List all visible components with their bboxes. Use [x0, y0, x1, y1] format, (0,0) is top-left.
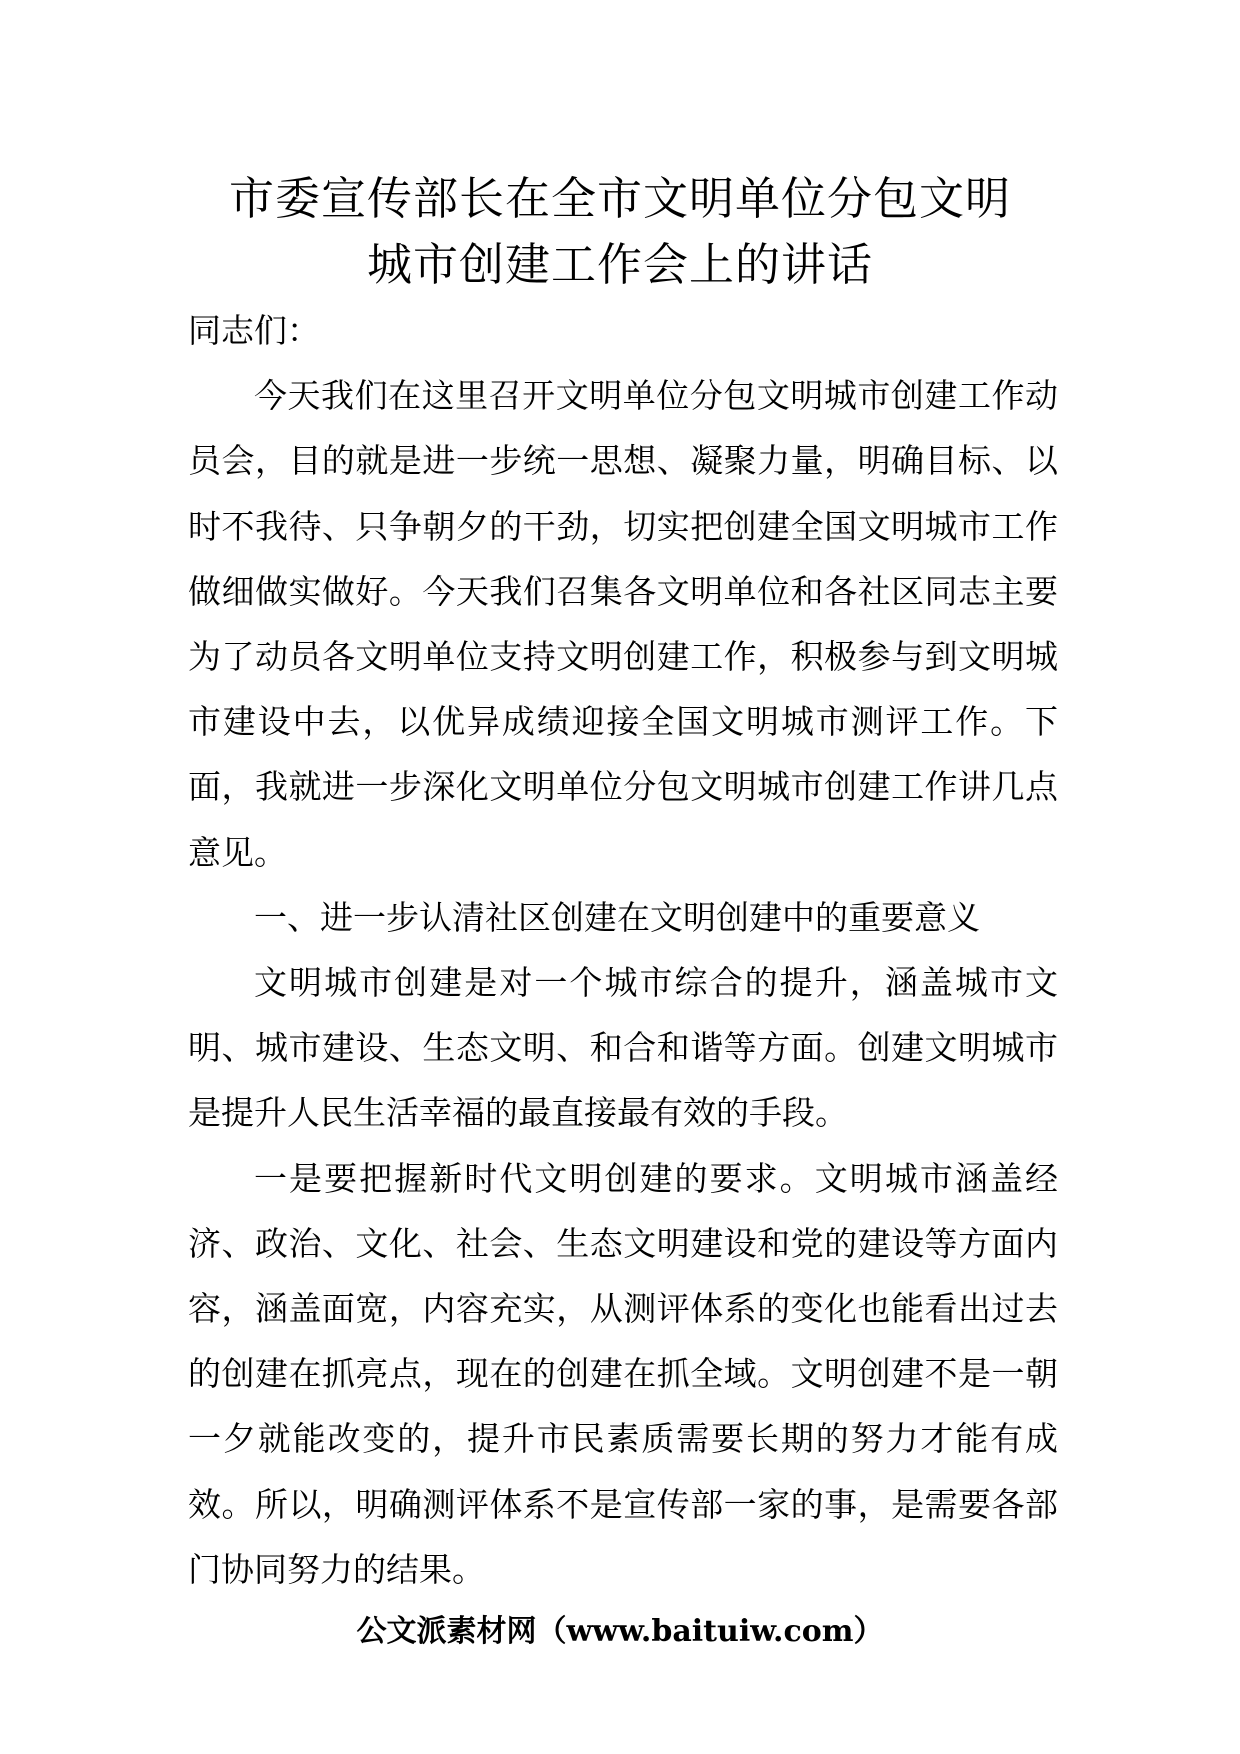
paragraph-section-1-point-1: 一是要把握新时代文明创建的要求。文明城市涵盖经济、政治、文化、社会、生态文明建设和党的建设等方面内容，涵盖面宽，内容充实，从测评体系的变化也能看出过去的创建在抓亮点，现在的创建在抓全域。文明创建不是一朝一夕就能改变的，提升市民素质需要长期的努力才能有成效。所以，明确测评体系不是宣传部一家的事，是需要各部门协同努力的结果。	[188, 1158, 1058, 1589]
section-heading-1: 一、进一步认清社区创建在文明创建中的重要意义	[254, 897, 980, 937]
document-title	[150, 166, 1090, 298]
salutation: 同志们：	[188, 311, 320, 350]
title-line-1: 市委宣传部长在全市文明单位分包文明	[228, 172, 1011, 225]
footer-watermark: 公文派素材网（www.baituiw.com）	[356, 1614, 884, 1649]
paragraph-section-1-overview: 文明城市创建是对一个城市综合的提升，涵盖城市文明、城市建设、生态文明、和合和谐等方面。创建文明城市是提升人民生活幸福的最直接最有效的手段。	[188, 963, 1058, 1133]
document-body	[188, 298, 1058, 1602]
title-line-2: 城市创建工作会上的讲话	[366, 238, 873, 291]
paragraph-intro: 今天我们在这里召开文明单位分包文明城市创建工作动员会，目的就是进一步统一思想、凝聚力量，明确目标、以时不我待、只争朝夕的干劲，切实把创建全国文明城市工作做细做实做好。今天我们召集各文明单位和各社区同志主要为了动员各文明单位支持文明创建工作，积极参与到文明城市建设中去，以优异成绩迎接全国文明城市测评工作。下面，我就进一步深化文明单位分包文明城市创建工作讲几点意见。	[188, 376, 1058, 872]
